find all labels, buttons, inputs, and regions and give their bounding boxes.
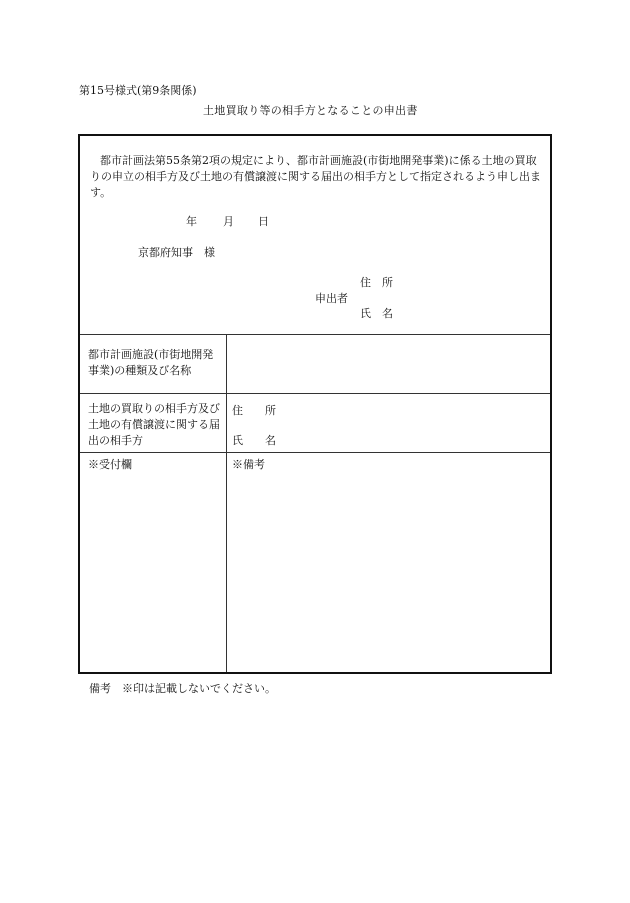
date-year-label: 年 (186, 215, 197, 228)
remarks-note: 備考 ※印は記載しないでください。 (89, 682, 276, 695)
applicant-label: 申出者 (315, 292, 348, 305)
date-day-label: 日 (258, 215, 269, 228)
row-divider (80, 334, 550, 335)
counterparty-name-label: 氏 名 (232, 434, 276, 447)
addressee: 京都府知事 様 (138, 246, 215, 259)
application-form-table (78, 134, 552, 674)
reception-field-label: ※受付欄 (88, 458, 132, 471)
facility-type-name-label: 都市計画施設(市街地開発事業)の種類及び名称 (88, 348, 214, 377)
form-number: 第15号様式(第9条関係) (79, 84, 197, 97)
application-statement: 都市計画法第55条第2項の規定により、都市計画施設(市街地開発事業)に係る土地の買取りの申立の相手方及び土地の有償譲渡に関する届出の相手方として指定されるよう申し出ます。 (90, 154, 541, 199)
counterparty-label: 土地の買取りの相手方及び土地の有償譲渡に関する届出の相手方 (88, 402, 220, 447)
row-divider (80, 452, 550, 453)
form-title: 土地買取り等の相手方となることの申出書 (203, 104, 418, 117)
date-month-label: 月 (223, 215, 234, 228)
counterparty-address-label: 住 所 (232, 404, 276, 417)
applicant-address-label: 住 所 (360, 276, 393, 289)
row-divider (80, 393, 550, 394)
notes-field-label: ※備考 (232, 458, 265, 471)
applicant-name-label: 氏 名 (360, 307, 393, 320)
column-divider (226, 334, 227, 672)
